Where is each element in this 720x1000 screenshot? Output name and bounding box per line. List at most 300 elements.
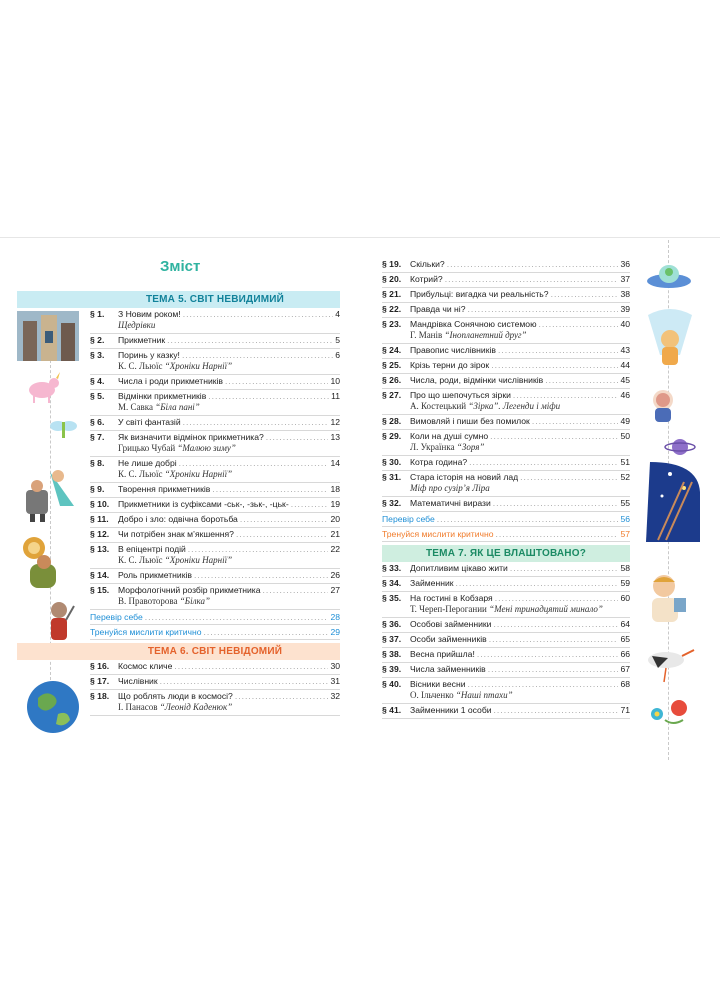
left-toc-column [90,291,340,716]
section-number: § 16. [90,661,110,671]
earth-illustration [26,680,80,734]
dot-leader [539,319,619,330]
section-number: § 18. [90,691,110,701]
section-title: З Новим роком! [118,309,181,319]
section-title: Числа займенників [410,664,486,674]
section-reading [382,604,630,615]
toc-entry[interactable] [90,334,340,349]
toc-entry[interactable] [90,349,340,375]
reading-author: І. Панасов [118,702,158,712]
dot-leader [208,391,329,402]
toc-entry-row [90,661,340,672]
dot-leader [456,578,619,589]
dot-leader [551,289,619,300]
section-title: Вимовляй і пиши без помилок [410,416,530,426]
section-number: § 21. [382,289,402,299]
reading-work: Щедрівки [118,320,156,330]
toc-entry[interactable] [382,415,630,430]
toc-entry[interactable] [90,375,340,390]
dot-leader [179,458,329,469]
toc-entry-row [90,499,340,510]
toc-entry[interactable] [382,430,630,456]
section-number: § 20. [382,274,402,284]
page-number: 59 [620,578,630,588]
reading-work: “Зоря” [456,442,485,452]
toc-entry-row [382,705,630,716]
astronaut-illustration [643,386,683,426]
toc-entry[interactable] [382,258,630,273]
toc-entry-row [90,350,340,361]
reading-work: “Інопланетний друг” [444,330,527,340]
page-number: 37 [620,274,630,284]
unicorn-illustration [22,372,62,404]
toc-entry-row [90,458,340,469]
reading-author: К. С. Льюїс [118,361,163,371]
right-entries-a [382,258,630,512]
reading-work: “Хроніки Нарнії” [164,469,233,479]
section-number: § 13. [90,544,110,554]
reading-author: А. Костецький [410,401,467,411]
page-title: Зміст [160,258,201,275]
ufo-illustration [644,259,694,293]
section-title: Крізь терни до зірок [410,360,490,370]
toc-entry[interactable] [90,416,340,431]
section-number: § 29. [382,431,402,441]
dot-leader [491,360,618,371]
page-number: 18 [330,484,340,494]
dot-leader [532,416,619,427]
section-title: Допитливим цікаво жити [410,563,508,573]
boy-illustration [644,572,690,624]
section-number: § 32. [382,498,402,508]
section-title: Що роблять люди в космосі? [118,691,233,701]
section-number: § 8. [90,458,105,468]
toc-entry[interactable] [382,344,630,359]
theme6-bar-extend [17,643,90,660]
section-title: Котрий? [410,274,443,284]
left-critical-thinking-link[interactable] [90,625,340,640]
page-number: 65 [620,634,630,644]
reading-author: В. Правоторова [118,596,178,606]
think-label: Тренуйся мислити критично [90,627,202,637]
reading-work: “Наші птахи” [455,690,513,700]
section-title: Як визначити відмінок прикметника? [118,432,264,442]
toc-entry-row [382,679,630,690]
toc-entry[interactable] [382,471,630,497]
section-reading [90,596,340,607]
toc-entry-row [382,593,630,604]
toc-entry-row [382,390,630,401]
toc-entry[interactable] [90,675,340,690]
toc-entry-row [90,391,340,402]
section-number: § 9. [90,484,105,494]
section-number: § 24. [382,345,402,355]
page-number: 31 [330,676,340,686]
toc-entry-row [382,578,630,589]
check-page: 28 [330,612,340,622]
toc-entry[interactable] [382,288,630,303]
toc-entry-row [90,544,340,555]
theme7-header: ТЕМА 7. ЯК ЦЕ ВЛАШТОВАНО? [382,545,630,562]
toc-entry[interactable] [382,663,630,678]
section-title: Займенник [410,578,454,588]
section-reading [90,702,340,713]
section-title: Прикметник [118,335,166,345]
dot-leader [488,664,619,675]
toc-entry-row [382,319,630,330]
page-number: 45 [620,375,630,385]
section-number: § 1. [90,309,105,319]
page-number: 36 [620,259,630,269]
page-number: 44 [620,360,630,370]
section-title: Числівник [118,676,158,686]
toc-entry[interactable] [382,704,630,719]
toc-entry[interactable] [382,648,630,663]
toc-entry[interactable] [90,513,340,528]
section-reading [90,361,340,372]
page-number: 67 [620,664,630,674]
left-entries-a [90,308,340,610]
dot-leader [174,661,328,672]
section-number: § 4. [90,376,105,386]
toc-entry[interactable] [382,678,630,704]
reading-work: “Біла пані” [155,402,200,412]
section-number: § 37. [382,634,402,644]
page-number: 11 [331,391,340,401]
toc-entry[interactable] [382,273,630,288]
page-number: 38 [620,289,630,299]
toc-entry[interactable] [90,543,340,569]
section-reading [382,330,630,341]
section-reading [90,469,340,480]
page-number: 27 [330,585,340,595]
section-title: Стара історія на новий лад [410,472,519,482]
reading-work: “Хроніки Нарнії” [164,555,233,565]
dot-leader [490,431,618,442]
page-number: 32 [330,691,340,701]
check-label: Перевір себе [90,612,143,622]
toc-entry-row [90,570,340,581]
page-number: 21 [330,529,340,539]
toc-entry[interactable] [382,497,630,512]
lion-illustration [20,534,66,590]
reading-work: “Білка” [179,596,210,606]
dot-leader [167,335,333,346]
dot-leader [235,691,329,702]
reading-author: Г. Манів [410,330,443,340]
section-title: Прикметники із суфіксами -ськ-, -зьк-, -цьк- [118,499,289,509]
section-number: § 15. [90,585,110,595]
page-number: 40 [620,319,630,329]
section-number: § 14. [90,570,110,580]
section-title: Правда чи ні? [410,304,466,314]
reading-author: Л. Українка [410,442,455,452]
toc-entry[interactable] [90,690,340,716]
toc-entry[interactable] [382,633,630,648]
section-title: Морфологічний розбір прикметника [118,585,261,595]
dot-leader [212,484,328,495]
right-entries-b [382,562,630,719]
dot-leader [160,676,329,687]
toc-entry[interactable] [90,390,340,416]
toc-entry-row [382,259,630,270]
section-reading [382,483,630,494]
section-number: § 41. [382,705,402,715]
section-title: На гостині в Кобзаря [410,593,493,603]
reading-work: “Малюю зиму” [177,443,236,453]
page-number: 12 [330,417,340,427]
alien-illustration [640,305,700,367]
reading-author: М. Савка [118,402,153,412]
section-number: § 7. [90,432,105,442]
page-number: 10 [330,376,340,386]
page-number: 30 [330,661,340,671]
section-title: Числа і роди прикметників [118,376,223,386]
toc-entry-row [90,335,340,346]
dot-leader [188,544,329,555]
reading-author: К. С. Льюїс [118,555,163,565]
toc-entry[interactable] [90,431,340,457]
theme6-header: ТЕМА 6. СВІТ НЕВІДОМИЙ [90,643,340,660]
section-title: Займенники 1 особи [410,705,492,715]
dot-leader [468,679,619,690]
page-number: 13 [330,432,340,442]
toc-entry-row [382,634,630,645]
page-number: 5 [335,335,340,345]
page-number: 55 [620,498,630,508]
page-number: 4 [335,309,340,319]
toc-entry[interactable] [382,374,630,389]
section-reading [382,401,630,412]
toc-entry-row [90,376,340,387]
toc-entry[interactable] [382,318,630,344]
right-toc-column [382,258,630,719]
dot-leader [477,649,619,660]
toc-entry[interactable] [382,389,630,415]
toc-entry[interactable] [90,660,340,675]
dot-leader [494,705,619,716]
toc-entry-row [382,360,630,371]
section-number: § 38. [382,649,402,659]
ladder-stars-illustration [640,462,700,542]
dot-leader [513,390,619,401]
reading-work: “Мені тринадцятий минало” [489,604,603,614]
dot-leader [469,457,618,468]
section-title: Роль прикметників [118,570,192,580]
toc-entry[interactable] [382,618,630,633]
toc-entry-row [382,416,630,427]
toc-entry[interactable] [90,308,340,334]
section-title: Правопис числівників [410,345,496,355]
dot-leader [266,432,329,443]
toc-entry-row [382,304,630,315]
page-number: 20 [330,514,340,524]
section-title: Математичні вирази [410,498,491,508]
section-title: Числа, роди, відмінки числівників [410,375,544,385]
dot-leader [545,375,618,386]
section-number: § 5. [90,391,105,401]
toc-entry-row [382,375,630,386]
section-number: § 26. [382,375,402,385]
section-number: § 36. [382,619,402,629]
toc-entry[interactable] [90,584,340,610]
page-number: 49 [620,416,630,426]
section-number: § 23. [382,319,402,329]
theme5-header: ТЕМА 5. СВІТ НЕВИДИМИЙ [90,291,340,308]
section-number: § 31. [382,472,402,482]
page-number: 71 [620,705,630,715]
dot-leader [236,529,328,540]
dot-leader [493,498,619,509]
section-title: Творення прикметників [118,484,211,494]
toc-entry-row [382,664,630,675]
toc-entry-row [382,649,630,660]
toc-entry[interactable] [382,303,630,318]
right-check-yourself-link[interactable] [382,512,630,527]
section-number: § 30. [382,457,402,467]
toc-entry[interactable] [382,359,630,374]
section-title: Особи займенників [410,634,487,644]
toc-entry[interactable] [90,457,340,483]
page-number: 60 [620,593,630,603]
toc-entry-row [382,345,630,356]
section-number: § 33. [382,563,402,573]
check-label: Перевір себе [382,514,435,524]
warrior-illustration [20,466,82,524]
section-title: Особові займенники [410,619,492,629]
dot-leader [263,585,329,596]
toc-entry-row [90,529,340,540]
section-reading [90,320,340,331]
toc-entry-row [382,457,630,468]
toc-entry-row [382,563,630,574]
think-page: 57 [620,529,630,539]
page-number: 19 [330,499,340,509]
dot-leader [520,472,618,483]
page-divider [0,237,720,238]
toc-entry-row [382,431,630,442]
dot-leader [510,563,619,574]
page-number: 51 [620,457,630,467]
toc-entry-row [382,498,630,509]
right-critical-thinking-link[interactable] [382,527,630,542]
dot-leader [495,593,619,604]
section-number: § 11. [90,514,109,524]
page-number: 14 [330,458,340,468]
page-number: 66 [620,649,630,659]
section-number: § 2. [90,335,105,345]
toc-entry[interactable] [382,456,630,471]
section-title: Коли на душі сумно [410,431,489,441]
toc-entry[interactable] [90,569,340,584]
section-title: Поринь у казку! [118,350,180,360]
section-title: Котра година? [410,457,468,467]
page-number: 22 [330,544,340,554]
think-label: Тренуйся мислити критично [382,529,494,539]
castle-illustration [17,311,79,361]
section-reading [382,690,630,701]
page-number: 46 [620,390,630,400]
section-title: Мандрівка Сонячною системою [410,319,537,329]
page-number: 52 [620,472,630,482]
section-number: § 25. [382,360,402,370]
section-title: В епіцентрі подій [118,544,186,554]
dot-leader [445,274,619,285]
page-number: 68 [620,679,630,689]
dot-leader [498,345,618,356]
planet-illustration [664,436,696,458]
toc-entry-row [382,472,630,483]
page-number: 26 [330,570,340,580]
dot-leader [183,417,329,428]
section-number: § 22. [382,304,402,314]
rat-illustration [44,600,76,648]
section-title: Весна прийшла! [410,649,475,659]
dot-leader [468,304,619,315]
reading-work: “Леонід Каденюк” [159,702,233,712]
toc-entry[interactable] [90,528,340,543]
section-title: Відмінки прикметників [118,391,207,401]
dot-leader [447,259,619,270]
section-number: § 10. [90,499,110,509]
section-title: Вісники весни [410,679,466,689]
reading-author: К. С. Льюїс [118,469,163,479]
dot-leader [182,350,333,361]
section-number: § 34. [382,578,402,588]
toc-entry-row [90,309,340,320]
left-check-yourself-link[interactable] [90,610,340,625]
toc-entry[interactable] [90,498,340,513]
section-reading [382,442,630,453]
toc-entry[interactable] [90,483,340,498]
left-entries-b [90,660,340,716]
section-number: § 3. [90,350,105,360]
dot-leader [489,634,619,645]
page-number: 6 [335,350,340,360]
toc-entry[interactable] [382,592,630,618]
section-title: Прибульці: вигадка чи реальність? [410,289,549,299]
section-number: § 17. [90,676,110,686]
reading-work: “Хроніки Нарнії” [164,361,233,371]
toc-entry-row [90,417,340,428]
section-number: § 39. [382,664,402,674]
toc-entry-row [90,691,340,702]
section-title: У світі фантазій [118,417,181,427]
stork-illustration [638,638,696,684]
dot-leader [183,309,334,320]
theme5-bar-extend [17,291,90,308]
toc-entry[interactable] [382,562,630,577]
section-title: Чи потрібен знак м’якшення? [118,529,234,539]
reading-author: О. Ільченко [410,690,454,700]
reading-author: Т. Череп-Перогании [410,604,487,614]
page-number: 50 [620,431,630,441]
dot-leader [291,499,329,510]
flower-illustration [645,696,695,730]
toc-entry-row [382,274,630,285]
dot-leader [493,619,618,630]
dot-leader [225,376,328,387]
check-page: 56 [620,514,630,524]
reading-work: Міф про сузір’я Ліра [410,483,490,493]
section-number: § 28. [382,416,402,426]
toc-entry[interactable] [382,577,630,592]
toc-entry-row [90,514,340,525]
section-title: Про що шепочуться зірки [410,390,511,400]
section-title: Космос кличе [118,661,173,671]
section-reading [90,555,340,566]
page-number: 39 [620,304,630,314]
